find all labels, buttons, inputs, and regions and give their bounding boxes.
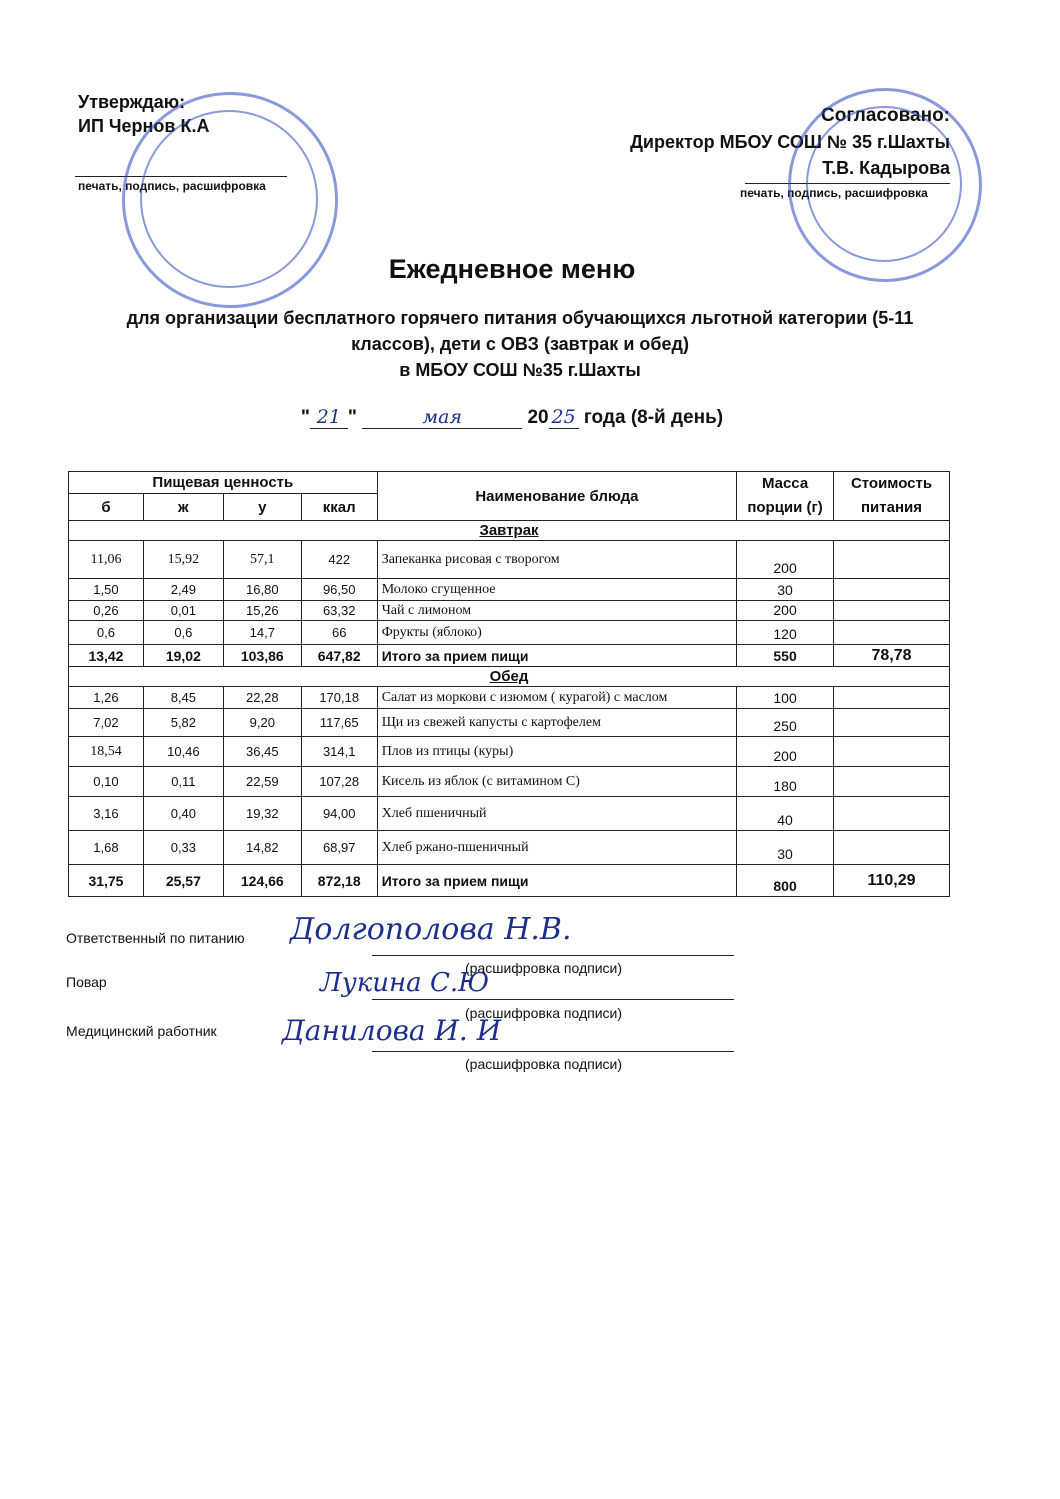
cell-mass: 250 [737, 709, 834, 737]
cell-kcal: 314,1 [301, 737, 377, 767]
subtitle-line3: в МБОУ СОШ №35 г.Шахты [399, 360, 641, 380]
cell-dish: Хлеб ржано-пшеничный [377, 831, 736, 865]
cell-mass: 200 [737, 541, 834, 579]
date-line [0, 406, 1024, 429]
cell-kcal: 63,32 [301, 601, 377, 621]
section-lunch: Обед [69, 667, 950, 687]
subtitle-line1: для организации бесплатного горячего питания обучающихся льготной категории (5-11 [126, 308, 914, 328]
cell-cost [834, 579, 950, 601]
agreed-caption: печать, подпись, расшифровка [740, 186, 928, 200]
cell-zh: 0,40 [143, 797, 223, 831]
subtitle-line2: классов), дети с ОВЗ (завтрак и обед) [351, 334, 689, 354]
cell-cost [834, 621, 950, 645]
cell-u: 9,20 [223, 709, 301, 737]
cell-u: 15,26 [223, 601, 301, 621]
cell-zh: 8,45 [143, 687, 223, 709]
cell-b: 7,02 [69, 709, 144, 737]
cell-mass: 30 [737, 831, 834, 865]
approve-name: ИП Чернов К.А [78, 116, 210, 136]
cell-cost [834, 767, 950, 797]
table-row [69, 601, 950, 621]
cell-zh: 15,92 [143, 541, 223, 579]
date-quote-close: " [347, 407, 357, 428]
cell-u: 22,59 [223, 767, 301, 797]
cell-b: 1,26 [69, 687, 144, 709]
cell-b: 11,06 [69, 541, 144, 579]
header-zh: ж [143, 494, 223, 521]
cell-u: 14,7 [223, 621, 301, 645]
cell-u: 22,28 [223, 687, 301, 709]
cell-dish: Чай с лимоном [377, 601, 736, 621]
table-row [69, 579, 950, 601]
header-u: у [223, 494, 301, 521]
table-row [69, 687, 950, 709]
cell-zh: 5,82 [143, 709, 223, 737]
cell-dish: Плов из птицы (куры) [377, 737, 736, 767]
cell-mass: 120 [737, 621, 834, 645]
cell-cost [834, 831, 950, 865]
cell-cost [834, 737, 950, 767]
total-row-lunch [69, 865, 950, 897]
signature-note-medical: (расшифровка подписи) [465, 1056, 623, 1072]
approve-caption: печать, подпись, расшифровка [78, 179, 266, 193]
cell-mass: 180 [737, 767, 834, 797]
date-day: 21 [310, 406, 348, 429]
cell-u: 57,1 [223, 541, 301, 579]
total-mass: 800 [737, 865, 834, 897]
total-u: 103,86 [223, 645, 301, 667]
page-title: Ежедневное меню [388, 254, 636, 284]
menu-table [68, 471, 950, 897]
total-zh: 19,02 [143, 645, 223, 667]
cell-kcal: 66 [301, 621, 377, 645]
cell-mass: 100 [737, 687, 834, 709]
signature-label-cook: Повар [66, 974, 107, 990]
total-label: Итого за прием пищи [377, 865, 736, 897]
cell-u: 16,80 [223, 579, 301, 601]
header-nutrition: Пищевая ценность [69, 472, 378, 494]
cell-kcal: 96,50 [301, 579, 377, 601]
cell-dish: Кисель из яблок (с витамином С) [377, 767, 736, 797]
table-row [69, 831, 950, 865]
cell-cost [834, 687, 950, 709]
cell-cost [834, 797, 950, 831]
total-label: Итого за прием пищи [377, 645, 736, 667]
table-row [69, 737, 950, 767]
signature-handwriting-cook: Лукина С.Ю [320, 968, 490, 998]
cell-mass: 30 [737, 579, 834, 601]
page-subtitle [60, 305, 980, 383]
signature-label-medical: Медицинский работник [66, 1023, 217, 1039]
cell-zh: 2,49 [143, 579, 223, 601]
table-row [69, 797, 950, 831]
total-b: 31,75 [69, 865, 144, 897]
approve-title: Утверждаю: [78, 92, 186, 112]
total-kcal: 872,18 [301, 865, 377, 897]
cell-dish: Молоко сгущенное [377, 579, 736, 601]
total-cost: 78,78 [834, 645, 950, 667]
table-row [69, 541, 950, 579]
cell-kcal: 68,97 [301, 831, 377, 865]
cell-dish: Хлеб пшеничный [377, 797, 736, 831]
signature-handwriting-medical: Данилова И. И [282, 1014, 502, 1047]
cell-kcal: 170,18 [301, 687, 377, 709]
total-mass: 550 [737, 645, 834, 667]
cell-kcal: 107,28 [301, 767, 377, 797]
header-kcal: ккал [301, 494, 377, 521]
agreed-position: Директор МБОУ СОШ № 35 г.Шахты [630, 132, 950, 152]
cell-cost [834, 541, 950, 579]
cell-b: 1,50 [69, 579, 144, 601]
signature-note-nutrition: (расшифровка подписи) [465, 960, 623, 976]
signature-label-nutrition: Ответственный по питанию [66, 930, 245, 946]
cell-b: 1,68 [69, 831, 144, 865]
signature-line-medical [372, 1051, 734, 1052]
cell-b: 0,26 [69, 601, 144, 621]
total-u: 124,66 [223, 865, 301, 897]
stamp-right-inner [806, 106, 962, 262]
section-breakfast: Завтрак [69, 521, 950, 541]
table-row [69, 621, 950, 645]
total-b: 13,42 [69, 645, 144, 667]
signature-line-cook [372, 999, 734, 1000]
header-cost: Стоимость питания [834, 472, 950, 521]
header-b: б [69, 494, 144, 521]
date-year-suffix: 25 [549, 406, 579, 429]
total-zh: 25,57 [143, 865, 223, 897]
cell-b: 3,16 [69, 797, 144, 831]
cell-kcal: 117,65 [301, 709, 377, 737]
date-tail: года (8-й день) [583, 407, 724, 428]
cell-kcal: 422 [301, 541, 377, 579]
signature-line-nutrition [372, 955, 734, 956]
cell-dish: Щи из свежей капусты с картофелем [377, 709, 736, 737]
cell-cost [834, 601, 950, 621]
cell-dish: Салат из моркови с изюмом ( курагой) с маслом [377, 687, 736, 709]
agreed-title: Согласовано: [821, 105, 950, 126]
header-dish: Наименование блюда [377, 472, 736, 521]
agreed-name: Т.В. Кадырова [822, 158, 950, 178]
cell-kcal: 94,00 [301, 797, 377, 831]
total-kcal: 647,82 [301, 645, 377, 667]
cell-b: 18,54 [69, 737, 144, 767]
cell-mass: 40 [737, 797, 834, 831]
cell-u: 36,45 [223, 737, 301, 767]
cell-zh: 0,6 [143, 621, 223, 645]
cell-dish: Запеканка рисовая с творогом [377, 541, 736, 579]
date-quote-open: " [300, 407, 310, 428]
total-cost: 110,29 [834, 865, 950, 897]
cell-dish: Фрукты (яблоко) [377, 621, 736, 645]
cell-mass: 200 [737, 601, 834, 621]
cell-u: 14,82 [223, 831, 301, 865]
cell-u: 19,32 [223, 797, 301, 831]
cell-zh: 10,46 [143, 737, 223, 767]
signature-handwriting-nutrition: Долгополова Н.В. [290, 912, 572, 947]
cell-cost [834, 709, 950, 737]
cell-zh: 0,11 [143, 767, 223, 797]
cell-b: 0,6 [69, 621, 144, 645]
cell-zh: 0,01 [143, 601, 223, 621]
cell-mass: 200 [737, 737, 834, 767]
signature-note-cook: (расшифровка подписи) [465, 1005, 623, 1021]
total-row-breakfast [69, 645, 950, 667]
table-row [69, 709, 950, 737]
cell-b: 0,10 [69, 767, 144, 797]
table-row [69, 767, 950, 797]
date-month: мая [362, 406, 522, 429]
header-mass: Масса порции (г) [737, 472, 834, 521]
cell-zh: 0,33 [143, 831, 223, 865]
date-year-prefix: 20 [527, 407, 549, 428]
